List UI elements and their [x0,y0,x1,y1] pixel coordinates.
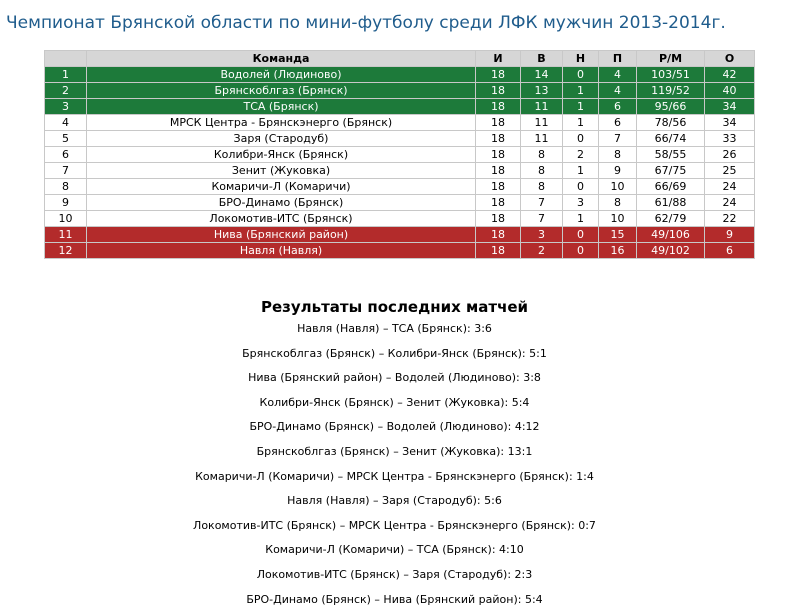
goals-cell: 66/74 [637,131,705,147]
position-cell: 7 [45,163,87,179]
table-header-row [45,51,755,67]
wins-cell: 8 [521,147,563,163]
played-cell: 18 [476,83,521,99]
losses-cell: 8 [599,195,637,211]
results-title: Результаты последних матчей [260,298,529,316]
match-result: Локомотив-ИТС (Брянск) – Заря (Стародуб): 2:3 [256,567,533,581]
goals-cell: 103/51 [637,67,705,83]
wins-cell: 11 [521,131,563,147]
header-played: И [476,51,521,67]
header-team: Команда [87,51,476,67]
goals-cell: 49/102 [637,243,705,259]
goals-cell: 119/52 [637,83,705,99]
header-position [45,51,87,67]
header-wins: В [521,51,563,67]
points-cell: 40 [705,83,755,99]
page-title: Чемпионат Брянской области по мини-футболу среди ЛФК мужчин 2013-2014г. [6,13,726,33]
position-cell: 6 [45,147,87,163]
goals-cell: 66/69 [637,179,705,195]
losses-cell: 8 [599,147,637,163]
wins-cell: 13 [521,83,563,99]
team-cell: Навля (Навля) [87,243,476,259]
table-row [45,227,755,243]
points-cell: 25 [705,163,755,179]
table-row [45,115,755,131]
table-row [45,195,755,211]
goals-cell: 61/88 [637,195,705,211]
draws-cell: 1 [563,115,599,131]
losses-cell: 15 [599,227,637,243]
wins-cell: 7 [521,211,563,227]
wins-cell: 11 [521,99,563,115]
standings-table [44,50,755,259]
draws-cell: 1 [563,163,599,179]
draws-cell: 0 [563,243,599,259]
table-row [45,99,755,115]
losses-cell: 16 [599,243,637,259]
wins-cell: 14 [521,67,563,83]
match-result: БРО-Динамо (Брянск) – Нива (Брянский район): 5:4 [246,592,543,606]
team-cell: МРСК Центра - Брянскэнерго (Брянск) [87,115,476,131]
points-cell: 9 [705,227,755,243]
position-cell: 12 [45,243,87,259]
goals-cell: 58/55 [637,147,705,163]
table-row [45,211,755,227]
draws-cell: 1 [563,83,599,99]
wins-cell: 3 [521,227,563,243]
match-result: Навля (Навля) – Заря (Стародуб): 5:6 [287,494,502,508]
draws-cell: 2 [563,147,599,163]
match-result: Брянскоблгаз (Брянск) – Зенит (Жуковка): 13:1 [256,444,533,458]
played-cell: 18 [476,163,521,179]
table-row [45,131,755,147]
match-result: Комаричи-Л (Комаричи) – МРСК Центра - Брянскэнерго (Брянск): 1:4 [195,469,594,483]
draws-cell: 0 [563,131,599,147]
team-cell: БРО-Динамо (Брянск) [87,195,476,211]
losses-cell: 10 [599,211,637,227]
played-cell: 18 [476,243,521,259]
draws-cell: 1 [563,211,599,227]
position-cell: 3 [45,99,87,115]
goals-cell: 95/66 [637,99,705,115]
match-result: Нива (Брянский район) – Водолей (Людиново): 3:8 [248,371,541,385]
points-cell: 34 [705,99,755,115]
losses-cell: 6 [599,115,637,131]
table-row [45,83,755,99]
position-cell: 5 [45,131,87,147]
team-cell: ТСА (Брянск) [87,99,476,115]
position-cell: 8 [45,179,87,195]
points-cell: 42 [705,67,755,83]
team-cell: Брянскоблгаз (Брянск) [87,83,476,99]
losses-cell: 4 [599,83,637,99]
match-result: БРО-Динамо (Брянск) – Водолей (Людиново): 4:12 [249,420,540,434]
played-cell: 18 [476,131,521,147]
losses-cell: 9 [599,163,637,179]
draws-cell: 1 [563,99,599,115]
played-cell: 18 [476,147,521,163]
played-cell: 18 [476,227,521,243]
wins-cell: 8 [521,163,563,179]
position-cell: 9 [45,195,87,211]
header-goals: Р/М [637,51,705,67]
wins-cell: 2 [521,243,563,259]
losses-cell: 6 [599,99,637,115]
team-cell: Заря (Стародуб) [87,131,476,147]
table-row [45,163,755,179]
draws-cell: 3 [563,195,599,211]
draws-cell: 0 [563,227,599,243]
points-cell: 26 [705,147,755,163]
position-cell: 1 [45,67,87,83]
goals-cell: 78/56 [637,115,705,131]
points-cell: 6 [705,243,755,259]
points-cell: 34 [705,115,755,131]
header-losses: П [599,51,637,67]
wins-cell: 7 [521,195,563,211]
played-cell: 18 [476,99,521,115]
losses-cell: 7 [599,131,637,147]
played-cell: 18 [476,195,521,211]
wins-cell: 8 [521,179,563,195]
points-cell: 33 [705,131,755,147]
losses-cell: 4 [599,67,637,83]
table-row [45,147,755,163]
played-cell: 18 [476,211,521,227]
played-cell: 18 [476,115,521,131]
losses-cell: 10 [599,179,637,195]
draws-cell: 0 [563,67,599,83]
goals-cell: 49/106 [637,227,705,243]
team-cell: Зенит (Жуковка) [87,163,476,179]
match-result: Навля (Навля) – ТСА (Брянск): 3:6 [297,322,492,335]
team-cell: Комаричи-Л (Комаричи) [87,179,476,195]
team-cell: Нива (Брянский район) [87,227,476,243]
header-points: О [705,51,755,67]
match-result: Комаричи-Л (Комаричи) – ТСА (Брянск): 4:10 [265,543,524,557]
draws-cell: 0 [563,179,599,195]
points-cell: 24 [705,195,755,211]
position-cell: 11 [45,227,87,243]
position-cell: 4 [45,115,87,131]
points-cell: 22 [705,211,755,227]
points-cell: 24 [705,179,755,195]
position-cell: 10 [45,211,87,227]
team-cell: Колибри-Янск (Брянск) [87,147,476,163]
played-cell: 18 [476,67,521,83]
team-cell: Локомотив-ИТС (Брянск) [87,211,476,227]
goals-cell: 62/79 [637,211,705,227]
wins-cell: 11 [521,115,563,131]
results-list [0,321,789,616]
position-cell: 2 [45,83,87,99]
table-row [45,243,755,259]
goals-cell: 67/75 [637,163,705,179]
header-draws: Н [563,51,599,67]
match-result: Колибри-Янск (Брянск) – Зенит (Жуковка): 5:4 [259,395,530,409]
match-result: Брянскоблгаз (Брянск) – Колибри-Янск (Брянск): 5:1 [242,346,547,360]
team-cell: Водолей (Людиново) [87,67,476,83]
table-row [45,179,755,195]
played-cell: 18 [476,179,521,195]
match-result: Локомотив-ИТС (Брянск) – МРСК Центра - Брянскэнерго (Брянск): 0:7 [193,518,596,532]
table-row [45,67,755,83]
